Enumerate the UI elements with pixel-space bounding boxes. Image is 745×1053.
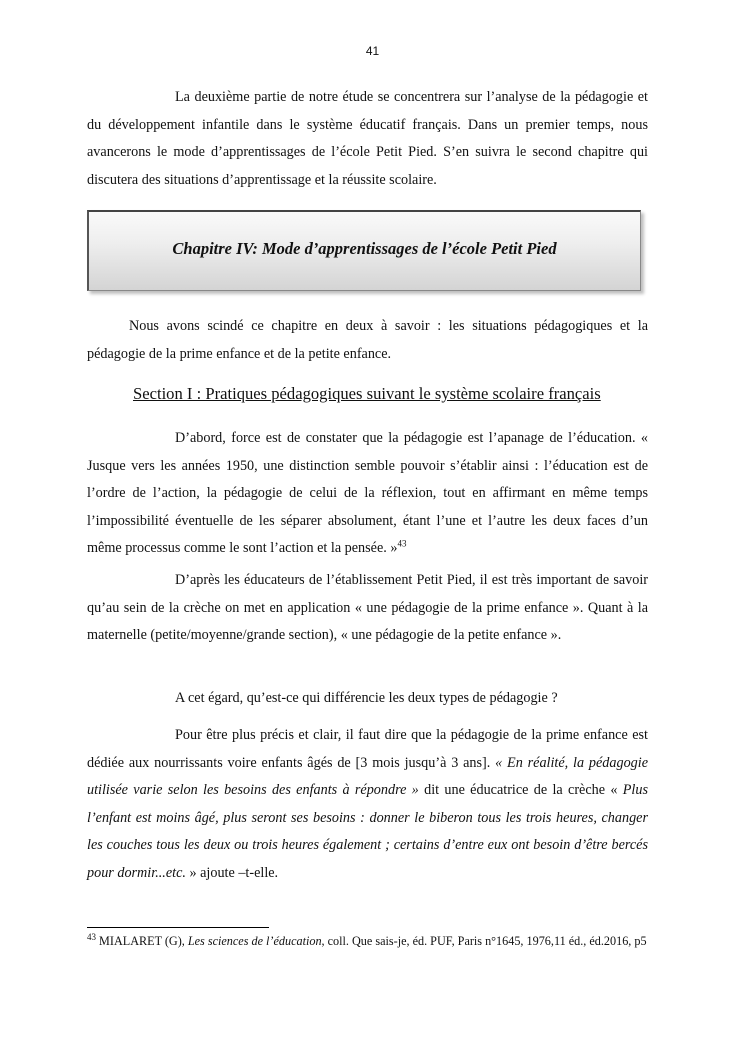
paragraph-pedagogy-definition bbox=[87, 425, 648, 563]
footnote-number: 43 bbox=[87, 931, 96, 942]
chapter-intro-paragraph: Nous avons scindé ce chapitre en deux à savoir : les situations pédagogiques et la pédagogie de la prime enfance et de la petite enfance. bbox=[87, 318, 648, 362]
paragraph-question: A cet égard, qu’est-ce qui différencie les deux types de pédagogie ? bbox=[175, 690, 558, 706]
paragraph-text: » ajoute –t-elle. bbox=[185, 864, 279, 881]
footnote bbox=[87, 931, 659, 951]
footnote-reference: 43 bbox=[397, 538, 407, 549]
page-number: 41 bbox=[365, 44, 380, 58]
paragraph-prime-enfance bbox=[87, 722, 648, 887]
paragraph-text: dit une éducatrice de la crèche « bbox=[418, 782, 623, 798]
section-title: Section I : Pratiques pédagogiques suivant le système scolaire français bbox=[133, 384, 601, 403]
paragraph-text: Pour être plus précis et clair, il faut dire que la pédagogie de la prime enfance est dédiée aux nourrissants voire enfants âgés de [3 mois jusqu’à 3 ans]. bbox=[87, 727, 648, 771]
chapter-title: Chapitre IV: Mode d’apprentissages de l’école Petit Pied bbox=[172, 239, 557, 258]
quote-needs: Plus l’enfant est moins âgé, plus seront ses besoins : donner le biberon tous les trois heures, changer les couches tous les deux ou trois heures également ; certains d’entre eux ont besoin d’être bercés pour dormir...etc. bbox=[87, 782, 648, 881]
chapter-heading-box bbox=[87, 210, 641, 291]
paragraph-text: D’abord, force est de constater que la pédagogie est l’apanage de l’éducation. « Jusque vers les années 1950, une distinction semble pouvoir s’établir ainsi : l’éducation est de l’ordre de l’action, la pédagogie de celui de la réflexion, tout en affirmant en même temps l’impossibilité éventuelle de les séparer absolument, étant l’une et l’autre les deux faces d’un même processus comme le sont l’action et la pensée. » bbox=[87, 430, 648, 556]
footnote-details: , coll. Que sais-je, éd. PUF, Paris n°1645, 1976,11 éd., éd.2016, p5 bbox=[321, 934, 647, 948]
footnote-separator bbox=[87, 927, 269, 928]
footnote-title: Les sciences de l’éducation bbox=[187, 934, 322, 948]
paragraph-educators: D’après les éducateurs de l’établissement Petit Pied, il est très important de savoir qu’au sein de la crèche on met en application « une pédagogie de la prime enfance ». Quant à la maternelle (petite/moyenne/grande section), « une pédagogie de la petite enfance ». bbox=[87, 572, 648, 643]
footnote-author: MIALARET (G), bbox=[96, 934, 188, 948]
quote-educator: « En réalité, la pédagogie utilisée varie selon les besoins des enfants à répondre » bbox=[87, 754, 649, 798]
intro-paragraph: La deuxième partie de notre étude se concentrera sur l’analyse de la pédagogie et du développement infantile dans le système éducatif français. Dans un premier temps, nous avancerons le mode d’apprentissages de l’école Petit Pied. S’en suivra le second chapitre qui discutera des situations d’apprentissage et la réussite scolaire. bbox=[87, 89, 648, 188]
